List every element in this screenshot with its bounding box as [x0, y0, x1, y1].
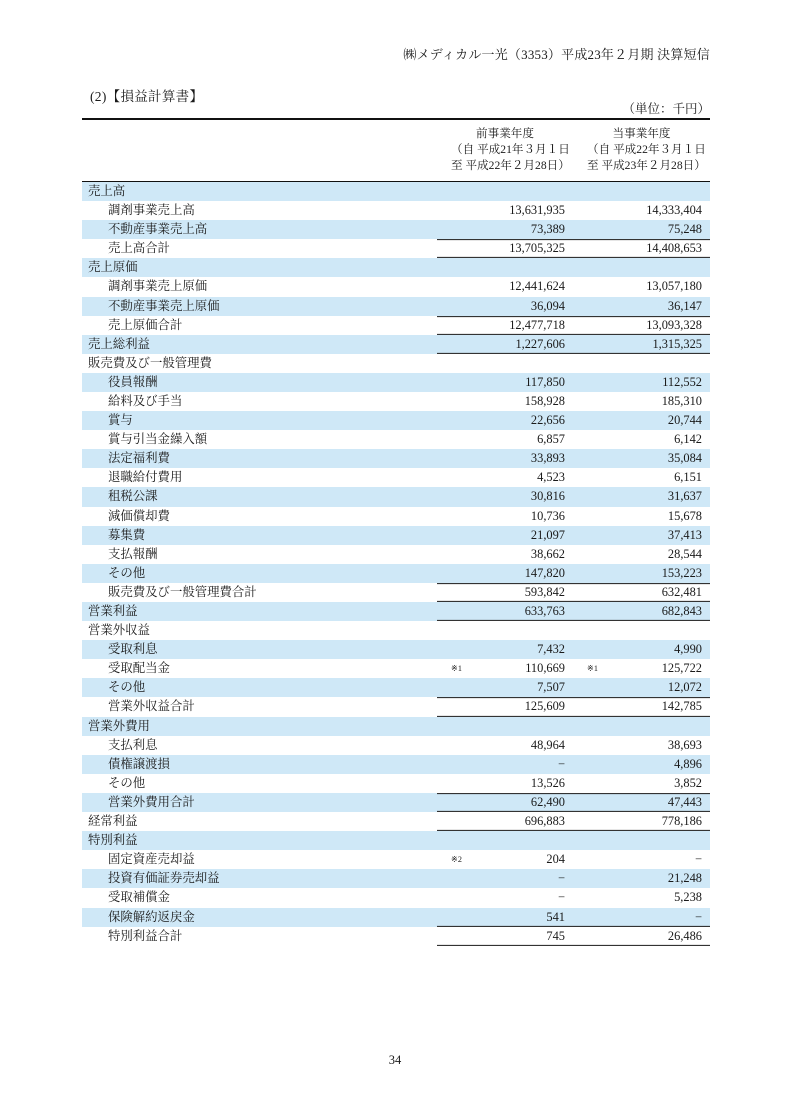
table-row — [82, 354, 710, 373]
table-row — [82, 449, 710, 468]
cell-prev-year — [437, 335, 573, 354]
table-row — [82, 755, 710, 774]
cell-prev-year — [437, 411, 573, 430]
table-row — [82, 201, 710, 220]
cell-value: 13,526 — [530, 775, 565, 790]
cell-value: 33,893 — [530, 451, 565, 466]
cell-prev-year — [437, 468, 573, 487]
table-row — [82, 678, 710, 697]
cell-prev-year — [437, 793, 573, 812]
cell-value: 26,486 — [667, 928, 702, 943]
cell-prev-year — [437, 888, 573, 907]
cell-current-year — [573, 526, 710, 545]
table-header — [82, 119, 710, 182]
income-statement-table — [82, 118, 710, 946]
cell-value: 36,094 — [530, 298, 565, 313]
cell-prev-year — [437, 545, 573, 564]
cell-prev-year — [437, 831, 573, 850]
cell-value: 31,637 — [667, 489, 702, 504]
cell-value: 142,785 — [661, 699, 702, 714]
row-label: 減価償却費 — [108, 508, 170, 523]
cell-current-year — [573, 583, 710, 602]
cell-value: 12,441,624 — [509, 279, 565, 294]
cell-value: 13,631,935 — [509, 203, 565, 218]
cell-value: − — [558, 871, 565, 886]
table-row — [82, 487, 710, 506]
cell-prev-year — [437, 755, 573, 774]
table-row — [82, 659, 710, 678]
column-header-curr-to: 至 平成23年２月28日） — [587, 158, 706, 172]
row-label: 売上原価合計 — [108, 317, 183, 332]
row-label: 役員報酬 — [82, 373, 437, 392]
cell-current-year — [573, 564, 710, 583]
cell-value: 158,928 — [524, 393, 565, 408]
cell-current-year — [573, 545, 710, 564]
table-row — [82, 239, 710, 258]
table-row — [82, 468, 710, 487]
cell-current-year — [573, 316, 710, 335]
cell-current-year — [573, 755, 710, 774]
column-header-curr-title: 当事業年度 — [612, 127, 671, 140]
cell-current-year — [573, 640, 710, 659]
table-row — [82, 908, 710, 927]
cell-current-year — [573, 831, 710, 850]
cell-prev-year — [437, 717, 573, 736]
cell-value: 35,084 — [667, 451, 702, 466]
cell-value: 14,408,653 — [646, 241, 702, 256]
row-label: 租税公課 — [82, 487, 437, 506]
cell-value: 153,223 — [661, 565, 702, 580]
cell-prev-year — [437, 812, 573, 831]
column-header-prev-title: 前事業年度 — [476, 127, 534, 140]
cell-value: 633,763 — [524, 604, 565, 619]
cell-value: 48,964 — [530, 737, 565, 752]
cell-value: 682,843 — [661, 604, 702, 619]
row-label: 調剤事業売上原価 — [108, 279, 208, 294]
cell-prev-year — [437, 297, 573, 316]
row-label: 賞与引当金繰入額 — [108, 432, 208, 447]
table-row — [82, 430, 710, 449]
running-header: ㈱メディカル一光（3353）平成23年２月期 決算短信 — [403, 47, 710, 62]
table-row — [82, 602, 710, 621]
cell-value: 20,744 — [667, 413, 702, 428]
row-label: 投資有価証券売却益 — [82, 869, 437, 888]
table-row — [82, 736, 710, 755]
cell-value: 593,842 — [524, 584, 565, 599]
cell-current-year — [573, 659, 710, 678]
cell-value: 696,883 — [524, 814, 565, 829]
table-row — [82, 507, 710, 526]
cell-value: 12,072 — [667, 680, 702, 695]
cell-prev-year — [437, 736, 573, 755]
table-row — [82, 258, 710, 277]
table-row — [82, 297, 710, 316]
row-label: 特別利益合計 — [108, 928, 183, 943]
row-label: 固定資産売却益 — [108, 852, 195, 867]
row-label: 保険解約返戻金 — [82, 908, 437, 927]
cell-value: 185,310 — [661, 393, 702, 408]
cell-value: 30,816 — [530, 489, 565, 504]
row-label: 支払利息 — [108, 737, 158, 752]
cell-prev-year — [437, 659, 573, 678]
table-row — [82, 831, 710, 850]
cell-current-year — [573, 468, 710, 487]
cell-current-year — [573, 239, 710, 258]
cell-current-year — [573, 850, 710, 869]
cell-prev-year — [437, 258, 573, 277]
row-label: 不動産事業売上原価 — [82, 297, 437, 316]
cell-value: 1,227,606 — [515, 336, 565, 351]
cell-current-year — [573, 373, 710, 392]
cell-current-year — [573, 927, 710, 946]
cell-value: 12,477,718 — [509, 317, 565, 332]
row-label: 特別利益 — [82, 831, 437, 850]
cell-current-year — [573, 392, 710, 411]
cell-current-year — [573, 717, 710, 736]
cell-value: 4,896 — [674, 756, 702, 771]
row-label: 営業外費用合計 — [82, 793, 437, 812]
table-row — [82, 927, 710, 946]
cell-value: 3,852 — [674, 775, 702, 790]
cell-value: − — [695, 852, 702, 867]
cell-value: 22,656 — [530, 413, 565, 428]
cell-value: 62,490 — [530, 794, 565, 809]
cell-prev-year — [437, 678, 573, 697]
table-row — [82, 545, 710, 564]
column-header-curr-from: （自 平成22年３月１日 — [587, 142, 706, 156]
row-label: 受取利息 — [82, 640, 437, 659]
cell-current-year — [573, 507, 710, 526]
cell-current-year — [573, 908, 710, 927]
row-label: 支払報酬 — [108, 546, 158, 561]
row-label: その他 — [108, 775, 146, 790]
cell-current-year — [573, 774, 710, 793]
cell-prev-year — [437, 182, 573, 201]
table-row — [82, 793, 710, 812]
row-label: 営業外収益 — [88, 623, 150, 638]
cell-current-year — [573, 220, 710, 239]
cell-prev-year — [437, 277, 573, 296]
cell-value: 21,097 — [530, 527, 565, 542]
row-label: 債権譲渡損 — [82, 755, 437, 774]
row-label: 退職給付費用 — [108, 470, 183, 485]
cell-prev-year — [437, 564, 573, 583]
cell-prev-year — [437, 869, 573, 888]
cell-value: 541 — [546, 909, 565, 924]
table-row — [82, 335, 710, 354]
cell-value: 36,147 — [667, 298, 702, 313]
cell-value: 47,443 — [667, 794, 702, 809]
header-blank-cell — [82, 120, 437, 181]
cell-value: 110,669 — [525, 661, 565, 676]
table-row — [82, 621, 710, 640]
row-label: 受取補償金 — [108, 890, 170, 905]
cell-value: − — [695, 909, 702, 924]
table-row — [82, 277, 710, 296]
table-row — [82, 697, 710, 716]
column-header-prev-from: （自 平成21年３月１日 — [451, 142, 570, 156]
row-label: 賞与 — [82, 411, 437, 430]
cell-value: 38,693 — [667, 737, 702, 752]
cell-value: 13,057,180 — [646, 279, 702, 294]
row-label: 売上総利益 — [82, 335, 437, 354]
column-header-curr — [573, 120, 710, 181]
row-label: 販売費及び一般管理費合計 — [108, 584, 257, 599]
cell-prev-year — [437, 507, 573, 526]
cell-current-year — [573, 430, 710, 449]
table-row — [82, 583, 710, 602]
cell-prev-year — [437, 201, 573, 220]
cell-value: 10,736 — [530, 508, 565, 523]
row-label: 営業外収益合計 — [108, 699, 195, 714]
cell-prev-year — [437, 220, 573, 239]
cell-value: 13,093,328 — [646, 317, 702, 332]
cell-value: 75,248 — [667, 222, 702, 237]
cell-value: 37,413 — [667, 527, 702, 542]
cell-value: 1,315,325 — [652, 336, 702, 351]
cell-value: 6,151 — [674, 470, 702, 485]
cell-current-year — [573, 793, 710, 812]
row-label: 受取配当金 — [108, 661, 170, 676]
row-label: 営業利益 — [82, 602, 437, 621]
cell-value: 6,142 — [674, 432, 702, 447]
footnote-marker: ※1 — [451, 664, 462, 674]
table-row — [82, 640, 710, 659]
cell-value: − — [558, 756, 565, 771]
cell-value: 632,481 — [661, 584, 702, 599]
row-label: 法定福利費 — [82, 449, 437, 468]
cell-value: 73,389 — [530, 222, 565, 237]
cell-value: 778,186 — [661, 814, 702, 829]
table-row — [82, 812, 710, 831]
row-label: 募集費 — [82, 526, 437, 545]
table-row — [82, 717, 710, 736]
row-label: その他 — [82, 678, 437, 697]
cell-current-year — [573, 888, 710, 907]
table-row — [82, 564, 710, 583]
table-row — [82, 888, 710, 907]
cell-value: 112,552 — [662, 374, 702, 389]
cell-current-year — [573, 335, 710, 354]
table-row — [82, 850, 710, 869]
cell-value: − — [558, 890, 565, 905]
table-row — [82, 392, 710, 411]
table-row — [82, 526, 710, 545]
cell-prev-year — [437, 239, 573, 258]
row-label: 売上高合計 — [108, 241, 170, 256]
footnote-marker: ※1 — [587, 664, 598, 674]
cell-value: 5,238 — [674, 890, 702, 905]
cell-value: 6,857 — [537, 432, 565, 447]
cell-current-year — [573, 487, 710, 506]
cell-value: 7,432 — [537, 642, 565, 657]
cell-value: 4,523 — [537, 470, 565, 485]
row-label: 販売費及び一般管理費 — [88, 355, 212, 370]
cell-current-year — [573, 621, 710, 640]
row-label: 給料及び手当 — [108, 393, 183, 408]
cell-prev-year — [437, 526, 573, 545]
cell-prev-year — [437, 774, 573, 793]
cell-prev-year — [437, 697, 573, 716]
cell-value: 21,248 — [667, 871, 702, 886]
cell-current-year — [573, 258, 710, 277]
cell-prev-year — [437, 354, 573, 373]
row-label: 調剤事業売上高 — [108, 203, 195, 218]
cell-current-year — [573, 182, 710, 201]
cell-prev-year — [437, 927, 573, 946]
cell-current-year — [573, 736, 710, 755]
table-row — [82, 411, 710, 430]
cell-prev-year — [437, 908, 573, 927]
cell-current-year — [573, 449, 710, 468]
cell-value: 125,722 — [661, 661, 702, 676]
row-label: 売上高 — [82, 182, 437, 201]
cell-value: 28,544 — [667, 546, 702, 561]
column-header-prev — [437, 120, 573, 181]
cell-current-year — [573, 354, 710, 373]
cell-value: 38,662 — [530, 546, 565, 561]
cell-prev-year — [437, 392, 573, 411]
cell-current-year — [573, 297, 710, 316]
cell-value: 7,507 — [537, 680, 565, 695]
cell-prev-year — [437, 640, 573, 659]
cell-prev-year — [437, 373, 573, 392]
cell-value: 204 — [546, 852, 565, 867]
table-row — [82, 774, 710, 793]
cell-current-year — [573, 602, 710, 621]
cell-value: 4,990 — [674, 642, 702, 657]
table-body — [82, 182, 710, 946]
row-label: その他 — [82, 564, 437, 583]
table-row — [82, 220, 710, 239]
cell-current-year — [573, 869, 710, 888]
row-label: 経常利益 — [88, 814, 138, 829]
cell-value: 15,678 — [667, 508, 702, 523]
cell-current-year — [573, 697, 710, 716]
cell-prev-year — [437, 449, 573, 468]
cell-prev-year — [437, 430, 573, 449]
cell-prev-year — [437, 602, 573, 621]
cell-current-year — [573, 812, 710, 831]
column-header-prev-to: 至 平成22年２月28日） — [451, 158, 570, 172]
cell-current-year — [573, 201, 710, 220]
row-label: 売上原価 — [82, 258, 437, 277]
page-number: 34 — [388, 1053, 402, 1067]
cell-prev-year — [437, 487, 573, 506]
cell-current-year — [573, 277, 710, 296]
row-label: 不動産事業売上高 — [82, 220, 437, 239]
section-title: (2)【損益計算書】 — [90, 89, 204, 104]
cell-current-year — [573, 411, 710, 430]
cell-prev-year — [437, 316, 573, 335]
cell-value: 125,609 — [524, 699, 565, 714]
cell-prev-year — [437, 850, 573, 869]
cell-value: 14,333,404 — [646, 203, 702, 218]
cell-value: 117,850 — [525, 374, 565, 389]
cell-prev-year — [437, 583, 573, 602]
unit-note: （単位：千円） — [622, 102, 710, 116]
cell-current-year — [573, 678, 710, 697]
cell-value: 147,820 — [524, 565, 565, 580]
table-row — [82, 182, 710, 201]
row-label: 営業外費用 — [82, 717, 437, 736]
cell-prev-year — [437, 621, 573, 640]
cell-value: 745 — [546, 928, 565, 943]
table-row — [82, 869, 710, 888]
cell-value: 13,705,325 — [509, 241, 565, 256]
footnote-marker: ※2 — [451, 855, 462, 865]
table-row — [82, 373, 710, 392]
table-row — [82, 316, 710, 335]
